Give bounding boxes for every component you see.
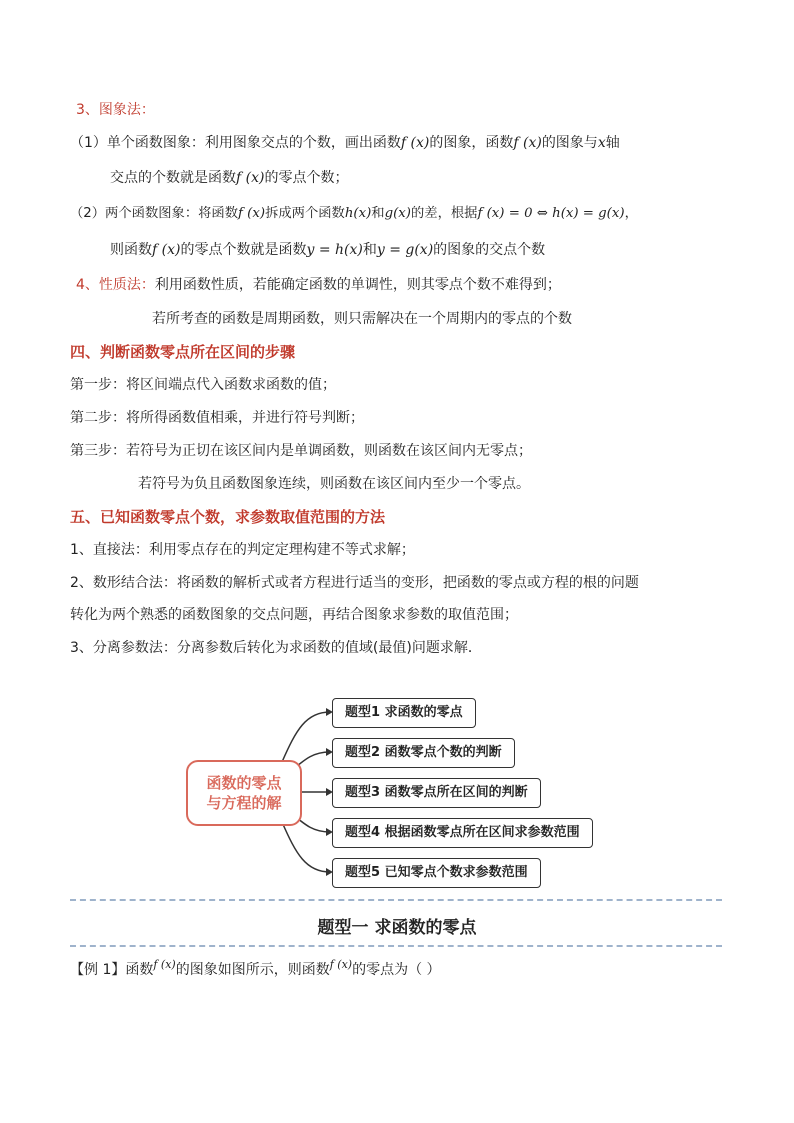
example-1 xyxy=(70,955,441,980)
mindmap-item-5: 题型5 已知零点个数求参数范围 xyxy=(332,858,541,888)
math-expr: f (x) xyxy=(153,958,176,971)
text: 利用函数性质，若能确定函数的单调性，则其零点个数不难得到； xyxy=(154,277,561,293)
math-expr: y = g(x) xyxy=(376,242,434,258)
text: 的图象与 xyxy=(541,135,598,151)
text: 和 xyxy=(371,206,385,221)
section-heading-5: 五、已知函数零点个数，求参数取值范围的方法 xyxy=(70,508,386,526)
method-line: 3、分离参数法：分离参数后转化为求函数的值域(最值)问题求解． xyxy=(70,640,482,656)
math-expr: f (x) = 0 ⇔ h(x) = g(x) xyxy=(477,206,625,221)
text: 的图象的交点个数 xyxy=(433,242,546,258)
text: ， xyxy=(624,206,638,221)
math-expr: g(x) xyxy=(384,206,411,221)
method-3-heading: 3、图象法： xyxy=(76,102,155,118)
section-title: 题型一 求函数的零点 xyxy=(317,918,477,938)
center-label: 与方程的解 xyxy=(206,794,282,812)
text: 的零点为（ ） xyxy=(352,962,441,978)
math-expr: f (x) xyxy=(152,242,181,258)
mindmap-item-2: 题型2 函数零点个数的判断 xyxy=(332,738,515,768)
math-expr: y = h(x) xyxy=(306,242,363,258)
step-2: 第二步：将所得函数值相乘，并进行符号判断； xyxy=(70,410,364,426)
mindmap-item-4: 题型4 根据函数零点所在区间求参数范围 xyxy=(332,818,593,848)
step-3-continued: 若符号为负且函数图象连续，则函数在该区间内至少一个零点。 xyxy=(138,476,530,492)
text: 的差，根据 xyxy=(410,206,478,221)
text: 轴 xyxy=(605,135,620,151)
dashed-separator xyxy=(70,945,722,947)
dashed-separator xyxy=(70,899,722,901)
mindmap-center xyxy=(186,760,302,826)
math-expr: f (x) xyxy=(236,170,265,186)
text: 的零点个数就是函数 xyxy=(180,242,307,258)
method-line: 转化为两个熟悉的函数图象的交点问题，再结合图象求参数的取值范围； xyxy=(70,607,518,623)
step-1: 第一步：将区间端点代入函数求函数的值； xyxy=(70,377,336,393)
text: 的零点个数； xyxy=(264,170,349,186)
text: 则函数 xyxy=(110,242,152,258)
connector xyxy=(282,822,330,872)
text: 交点的个数就是函数 xyxy=(110,170,236,186)
math-expr: h(x) xyxy=(344,206,372,221)
math-expr: f (x) xyxy=(329,958,353,971)
mindmap-item-1: 题型1 求函数的零点 xyxy=(332,698,476,728)
math-expr: f (x) xyxy=(238,206,266,221)
method-4-heading: 4、性质法： xyxy=(76,277,155,293)
math-expr: x xyxy=(597,135,606,151)
text-line: 若所考查的函数是周期函数，则只需解决在一个周期内的零点的个数 xyxy=(152,311,572,327)
text: （1）单个函数图象：利用图象交点的个数，画出函数 xyxy=(70,135,401,151)
text: 拆成两个函数 xyxy=(265,206,345,221)
mindmap-item-3: 题型3 函数零点所在区间的判断 xyxy=(332,778,541,808)
text: 的图象如图所示，则函数 xyxy=(175,962,330,978)
section-heading-4: 四、判断函数零点所在区间的步骤 xyxy=(70,343,296,361)
method-line: 1、直接法：利用零点存在的判定定理构建不等式求解； xyxy=(70,542,415,558)
text: （2）两个函数图象：将函数 xyxy=(70,206,239,221)
text: 的图象，函数 xyxy=(429,135,514,151)
method-line: 2、数形结合法：将函数的解析式或者方程进行适当的变形，把函数的零点或方程的根的问题 xyxy=(70,575,639,591)
text: 【例 1】函数 xyxy=(70,962,154,978)
center-label: 函数的零点 xyxy=(206,774,282,792)
math-expr: f (x) xyxy=(400,135,430,151)
math-expr: f (x) xyxy=(513,135,542,151)
text: 和 xyxy=(362,242,377,258)
step-3: 第三步：若符号为正切在该区间内是单调函数，则函数在该区间内无零点； xyxy=(70,443,532,459)
connector xyxy=(282,712,330,762)
